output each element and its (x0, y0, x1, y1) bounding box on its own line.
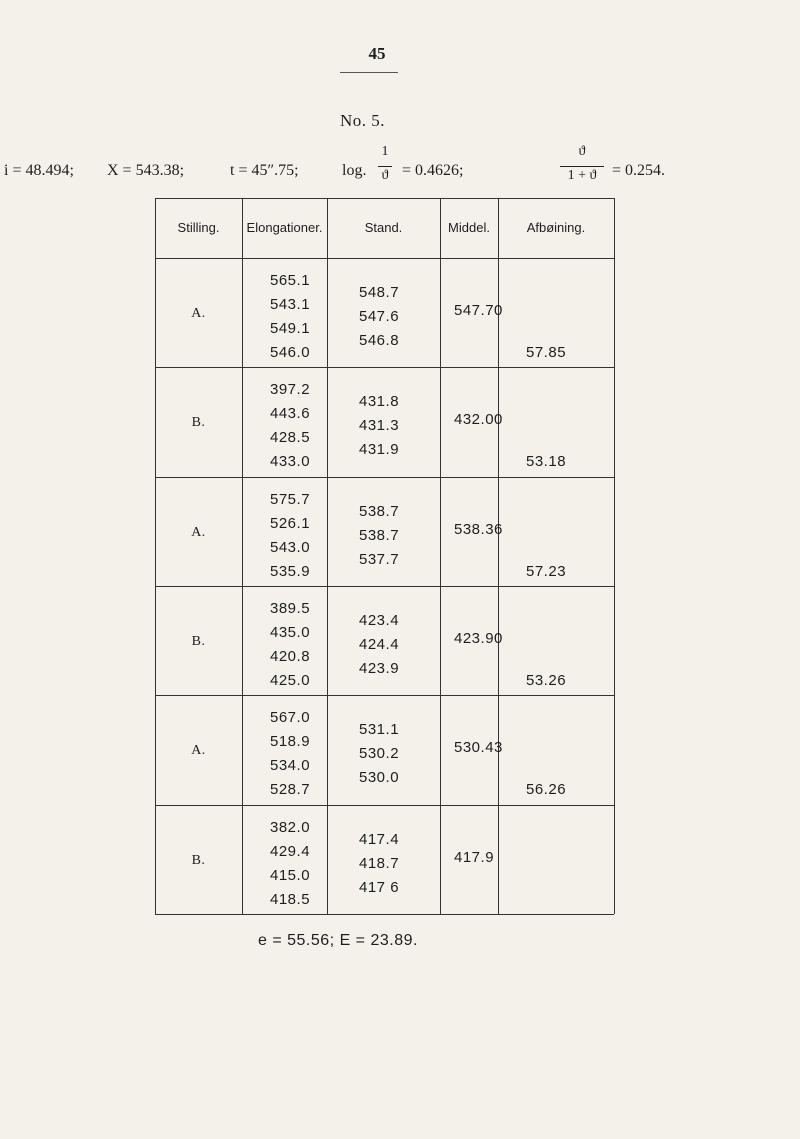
elongation-value: 518.9 (270, 733, 311, 751)
stand-value: 424.4 (359, 636, 400, 653)
frac1-denominator: ϑ (381, 168, 389, 183)
column-rule (327, 198, 328, 914)
elongation-value: 575.7 (270, 490, 311, 508)
row-rule (155, 477, 614, 478)
elongation-value: 443.6 (270, 405, 311, 423)
middel-value: 530.43 (454, 739, 503, 757)
column-rule (242, 198, 243, 914)
formula-t: t = 45″.75; (230, 162, 299, 179)
row-rule (155, 367, 614, 368)
middel-value: 547.70 (454, 302, 503, 319)
frac2-bar (560, 166, 604, 167)
elongation-value: 567.0 (270, 709, 311, 727)
elongation-value: 382.0 (270, 818, 311, 836)
column-header: Middel. (448, 220, 490, 235)
footnote: e = 55.56; E = 23.89. (258, 932, 418, 949)
stilling-label: A. (191, 524, 206, 540)
elongation-value: 389.5 (270, 600, 311, 617)
formula-eq1: = 0.4626; (402, 162, 464, 179)
afboining-value: 56.26 (526, 781, 567, 799)
stilling-label: A. (191, 743, 206, 759)
elongation-value: 546.0 (270, 344, 311, 361)
middel-value: 538.36 (454, 520, 503, 538)
elongation-value: 543.1 (270, 296, 311, 313)
elongation-value: 397.2 (270, 381, 311, 399)
elongation-value: 433.0 (270, 453, 311, 471)
stand-value: 546.8 (359, 332, 400, 349)
formula-x: X = 543.38; (107, 162, 185, 179)
stand-value: 548.7 (359, 284, 400, 301)
elongation-value: 565.1 (270, 272, 311, 289)
formula-eq2: = 0.254. (612, 162, 666, 179)
column-rule (614, 198, 615, 914)
row-rule (155, 805, 614, 806)
elongation-value: 526.1 (270, 514, 311, 532)
afboining-value: 57.23 (526, 562, 567, 580)
elongation-value: 549.1 (270, 320, 311, 337)
elongation-value: 418.5 (270, 890, 311, 908)
elongation-value: 425.0 (270, 672, 311, 689)
stand-value: 418.7 (359, 854, 400, 872)
stand-value: 417 6 (359, 878, 400, 896)
elongation-value: 428.5 (270, 429, 311, 447)
column-header: Elongationer. (246, 220, 323, 235)
afboining-value: 57.85 (526, 344, 567, 361)
stilling-label: B. (191, 415, 206, 431)
middel-value: 423.90 (454, 630, 503, 647)
column-header: Stilling. (177, 220, 220, 235)
stand-value: 431.3 (359, 417, 400, 435)
elongation-value: 415.0 (270, 866, 311, 884)
formula-i: i = 48.494; (4, 162, 74, 179)
stilling-label: A. (191, 306, 206, 321)
middel-value: 417.9 (454, 848, 495, 866)
row-rule (155, 586, 614, 587)
stand-value: 538.7 (359, 526, 400, 544)
middel-value: 432.00 (454, 411, 503, 429)
stand-value: 431.9 (359, 441, 400, 459)
page-number-rule (340, 72, 398, 73)
elongation-value: 535.9 (270, 562, 311, 580)
page-number: 45 (368, 44, 386, 63)
elongation-value: 534.0 (270, 757, 311, 775)
stand-value: 423.4 (359, 612, 400, 629)
column-header: Stand. (364, 220, 403, 235)
table-title: No. 5. (340, 111, 386, 130)
stand-value: 423.9 (359, 660, 400, 677)
table-border-bottom (155, 914, 614, 915)
header-rule (155, 258, 614, 259)
elongation-value: 543.0 (270, 538, 311, 556)
elongation-value: 528.7 (270, 781, 311, 799)
frac1-numerator: 1 (381, 144, 389, 159)
frac1-bar (378, 166, 392, 167)
afboining-value: 53.18 (526, 453, 567, 471)
frac2-denominator: 1 + ϑ (567, 168, 597, 183)
stand-value: 537.7 (359, 550, 400, 568)
elongation-value: 429.4 (270, 842, 311, 860)
stilling-label: B. (191, 634, 206, 649)
table-border-top (155, 198, 614, 199)
stand-value: 531.1 (359, 721, 400, 739)
formula-line (4, 144, 800, 192)
frac2-numerator: ϑ (578, 144, 586, 159)
stand-value: 431.8 (359, 393, 400, 411)
stand-value: 530.2 (359, 745, 400, 763)
formula-log: log. (342, 162, 367, 179)
stand-value: 538.7 (359, 502, 400, 520)
elongation-value: 435.0 (270, 624, 311, 641)
column-header: Afbøining. (526, 220, 586, 235)
elongation-value: 420.8 (270, 648, 311, 665)
stilling-label: B. (191, 852, 206, 868)
data-table (155, 198, 614, 914)
stand-value: 530.0 (359, 769, 400, 787)
stand-value: 417.4 (359, 830, 400, 848)
afboining-value: 53.26 (526, 672, 567, 689)
stand-value: 547.6 (359, 308, 400, 325)
row-rule (155, 695, 614, 696)
column-rule (440, 198, 441, 914)
